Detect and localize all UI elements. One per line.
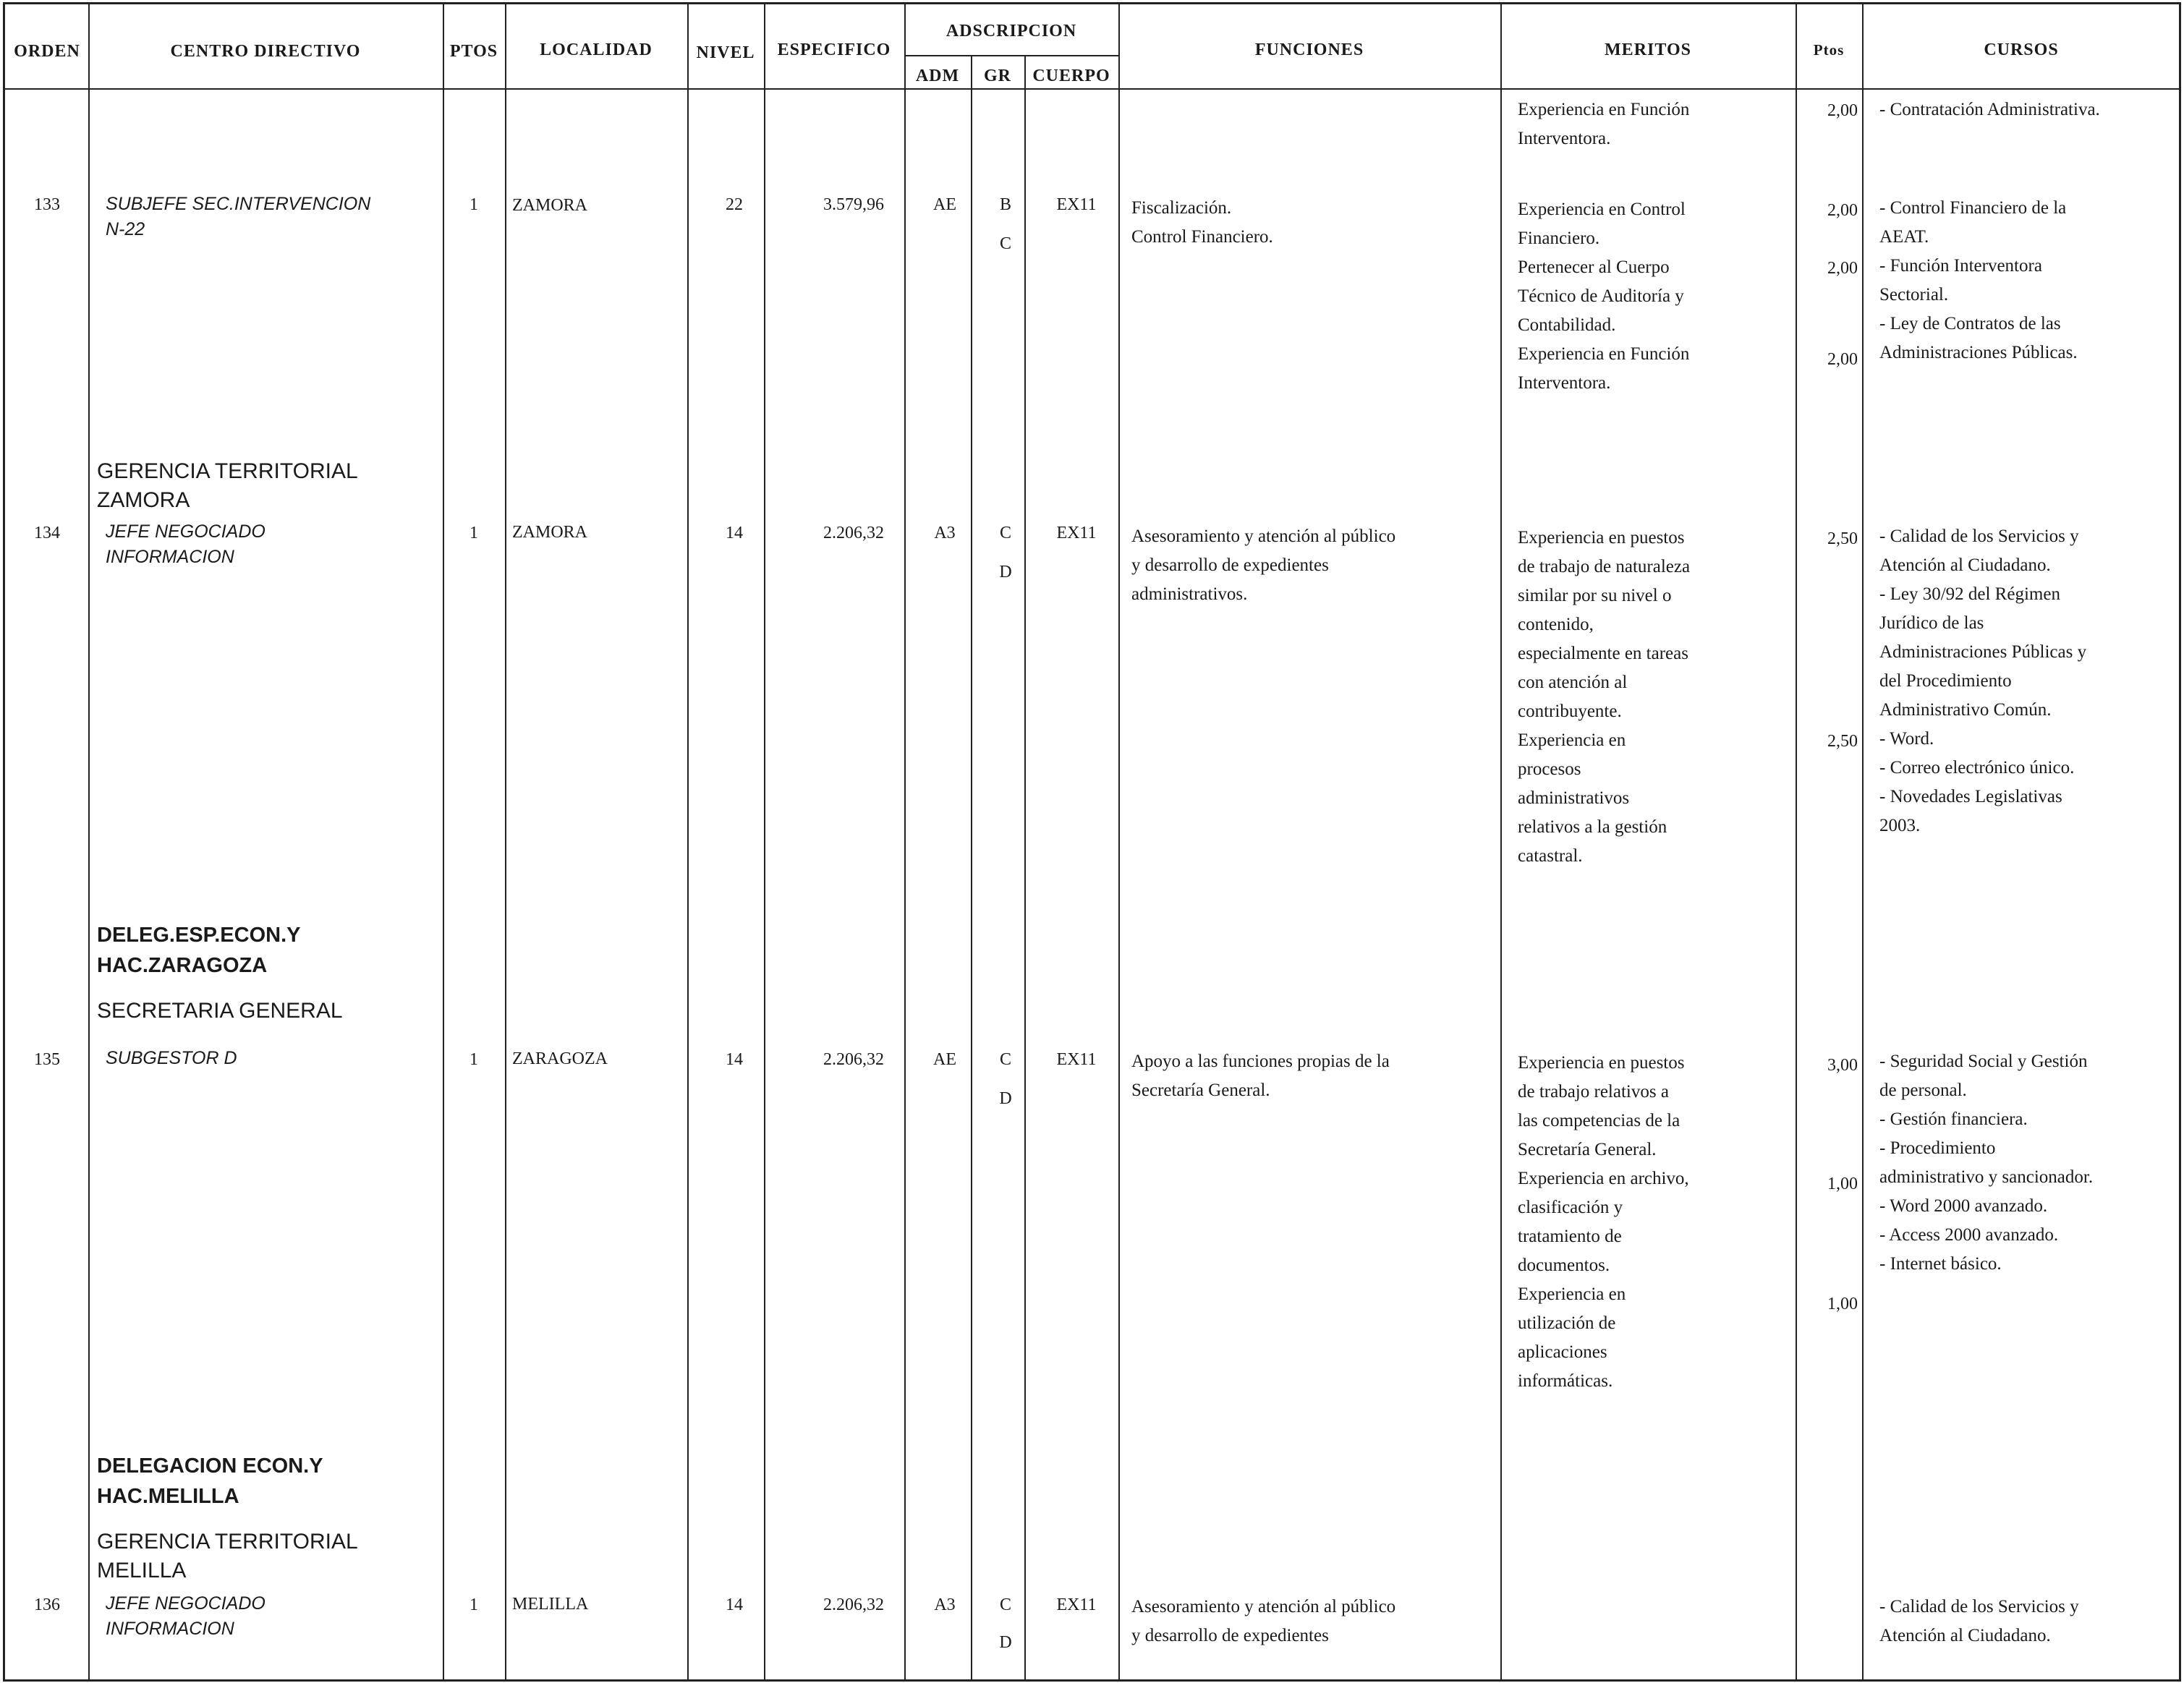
col-rule xyxy=(443,2,444,1682)
row-136-delegacion: DELEGACION ECON.Y HAC.MELILLA xyxy=(97,1454,323,1508)
header-especifico: ESPECIFICO xyxy=(777,41,891,59)
row-134-cuerpo: EX11 xyxy=(1056,524,1097,542)
header-nivel: NIVEL xyxy=(696,43,755,62)
col-rule xyxy=(764,2,765,1682)
col-rule xyxy=(1118,2,1120,1682)
row-134-orden: 134 xyxy=(34,524,60,542)
row-133-puesto: SUBJEFE SEC.INTERVENCION N-22 xyxy=(106,194,371,239)
row-136-seccion: GERENCIA TERRITORIAL MELILLA xyxy=(97,1530,358,1582)
row-136-gr2: D xyxy=(999,1633,1012,1652)
row-135-adm: AE xyxy=(933,1050,956,1069)
row-135-localidad: ZARAGOZA xyxy=(512,1049,608,1068)
row-133-adm: AE xyxy=(933,195,956,214)
row-135-pts-3: 1,00 xyxy=(1827,1295,1858,1313)
row-136-cuerpo: EX11 xyxy=(1056,1595,1097,1614)
row-136-orden: 136 xyxy=(34,1595,60,1614)
col-rule xyxy=(1024,55,1026,1682)
col-rule xyxy=(505,2,506,1682)
row-133-localidad: ZAMORA xyxy=(512,196,588,215)
row-136-cursos: - Calidad de los Servicios y Atención al Ciudadano. xyxy=(1879,1597,2079,1645)
row-133-cuerpo: EX11 xyxy=(1056,195,1097,214)
table-border xyxy=(3,2,2181,1682)
row-135-funciones: Apoyo a las funciones propias de la Secretaría General. xyxy=(1131,1052,1390,1100)
row-136-localidad: MELILLA xyxy=(512,1595,589,1614)
header-adscripcion: ADSCRIPCION xyxy=(946,22,1077,41)
row-135-cuerpo: EX11 xyxy=(1056,1050,1097,1069)
row-134-nivel: 14 xyxy=(726,524,743,542)
header-localidad: LOCALIDAD xyxy=(540,41,653,59)
row-134-gr2: D xyxy=(999,563,1012,581)
row-135-seccion: SECRETARIA GENERAL xyxy=(97,999,343,1023)
row-133-ptos: 1 xyxy=(469,195,478,214)
row-135-ptos: 1 xyxy=(469,1050,478,1069)
col-rule xyxy=(1796,2,1797,1682)
row-136-funciones: Asesoramiento y atención al público y desarrollo de expedientes xyxy=(1131,1597,1396,1645)
row-133-funciones: Fiscalización. Control Financiero. xyxy=(1131,198,1273,247)
row-133-meritos: Experiencia en Control Financiero. Pertenecer al Cuerpo Técnico de Auditoría y Contabilidad. Experiencia en Función Interventora. xyxy=(1518,200,1690,393)
row-136-adm: A3 xyxy=(934,1595,956,1614)
row-135-gr2: D xyxy=(999,1089,1012,1108)
row-136-gr1: C xyxy=(999,1595,1011,1614)
row-135-especifico: 2.206,32 xyxy=(823,1050,884,1069)
row-133-gr2: C xyxy=(999,234,1011,253)
row-136-nivel: 14 xyxy=(726,1595,743,1614)
row-133-pts-1: 2,00 xyxy=(1827,201,1858,220)
header-cuerpo: CUERPO xyxy=(1032,67,1110,85)
row-136-especifico: 2.206,32 xyxy=(823,1595,884,1614)
row-135-cursos: - Seguridad Social y Gestión de personal. - Gestión financiera. - Procedimiento administrativo y sancionador. - Word 2000 avanzado. - Access 2000 avanzado. - Internet básico. xyxy=(1879,1052,2094,1274)
header-ptos-meritos: Ptos xyxy=(1813,41,1845,59)
col-rule xyxy=(904,2,906,1682)
header-meritos: MERITOS xyxy=(1605,41,1691,59)
row-133-especifico: 3.579,96 xyxy=(823,195,884,214)
header-ptos: PTOS xyxy=(449,42,498,61)
header-cursos: CURSOS xyxy=(1984,41,2059,59)
row-134-meritos: Experiencia en puestos de trabajo de naturaleza similar por su nivel o contenido, especialmente en tareas con atención al contribuyente. Experiencia en procesos administrativos relativos a la gestión catastral. xyxy=(1518,528,1691,866)
row-135-meritos: Experiencia en puestos de trabajo relativos a las competencias de la Secretaría General. Experiencia en archivo, clasificación y tratamiento de documentos. Experiencia en utilización de aplicaciones informáticas. xyxy=(1518,1053,1689,1391)
col-rule xyxy=(1862,2,1864,1682)
row-134-seccion: GERENCIA TERRITORIAL ZAMORA xyxy=(97,459,358,512)
row-134-pts-2: 2,50 xyxy=(1827,732,1858,751)
row-135-gr1: C xyxy=(999,1050,1011,1069)
row-136-puesto: JEFE NEGOCIADO INFORMACION xyxy=(106,1593,265,1639)
header-rule xyxy=(3,88,2181,90)
row-133-orden: 133 xyxy=(34,195,60,214)
row-133-pts-3: 2,00 xyxy=(1827,350,1858,369)
adscripcion-rule xyxy=(904,55,1118,56)
row-133-pts-2: 2,00 xyxy=(1827,259,1858,278)
row-134-localidad: ZAMORA xyxy=(512,523,588,542)
header-centro-directivo: CENTRO DIRECTIVO xyxy=(170,42,361,61)
col-rule xyxy=(88,2,90,1682)
row-135-nivel: 14 xyxy=(726,1050,743,1069)
col-rule xyxy=(687,2,689,1682)
col-rule xyxy=(971,55,972,1682)
carryover-pts: 2,00 xyxy=(1827,101,1858,120)
row-134-especifico: 2.206,32 xyxy=(823,524,884,542)
row-136-ptos: 1 xyxy=(469,1595,478,1614)
col-rule xyxy=(1500,2,1502,1682)
carryover-merito: Experiencia en Función Interventora. xyxy=(1518,100,1690,148)
row-135-delegacion: DELEG.ESP.ECON.Y HAC.ZARAGOZA xyxy=(97,924,301,977)
row-133-gr1: B xyxy=(999,195,1011,214)
row-134-puesto: JEFE NEGOCIADO INFORMACION xyxy=(106,521,265,567)
row-134-adm: A3 xyxy=(934,524,956,542)
row-133-nivel: 22 xyxy=(726,195,743,214)
row-135-pts-2: 1,00 xyxy=(1827,1175,1858,1193)
row-134-funciones: Asesoramiento y atención al público y desarrollo de expedientes administrativos. xyxy=(1131,527,1396,604)
row-133-cursos: - Control Financiero de la AEAT. - Función Interventora Sectorial. - Ley de Contratos de las Administraciones Públicas. xyxy=(1879,198,2078,362)
header-adm: ADM xyxy=(915,67,960,85)
row-134-gr1: C xyxy=(999,524,1011,542)
header-funciones: FUNCIONES xyxy=(1254,41,1364,59)
header-orden: ORDEN xyxy=(14,42,80,61)
row-135-orden: 135 xyxy=(34,1050,60,1069)
row-135-pts-1: 3,00 xyxy=(1827,1056,1858,1075)
header-gr: GR xyxy=(984,67,1011,85)
row-134-pts-1: 2,50 xyxy=(1827,529,1858,548)
carryover-curso: - Contratación Administrativa. xyxy=(1879,100,2100,119)
row-135-puesto: SUBGESTOR D xyxy=(106,1048,237,1068)
row-134-cursos: - Calidad de los Servicios y Atención al Ciudadano. - Ley 30/92 del Régimen Jurídico de las Administraciones Públicas y del Procedimiento Administrativo Común. - Word. - Correo electrónico único. - Novedades Legislativas 2003. xyxy=(1879,527,2087,835)
row-134-ptos: 1 xyxy=(469,524,478,542)
